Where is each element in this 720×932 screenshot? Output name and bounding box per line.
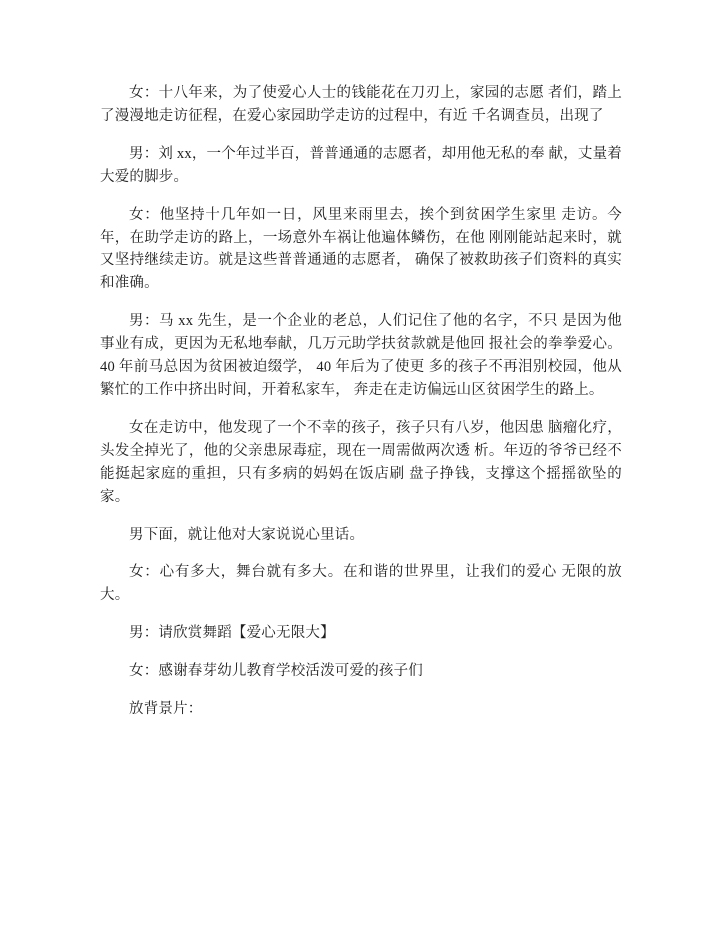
paragraph: 女在走访中，他发现了一个不幸的孩子，孩子只有八岁，他因患 脑瘤化疗，头发全掉光了，他的父亲患尿毒症，现在一周需做两次透 析。年迈的爷爷已经不能挺起家庭的重担，只有多病的妈妈在饭店刷 盘子挣钱，支撑这个摇摇欲坠的家。: [100, 419, 622, 505]
paragraph: 女：感谢春芽幼儿教育学校活泼可爱的孩子们: [129, 663, 423, 680]
paragraph: 男下面，就让他对大家说说心里话。: [129, 526, 365, 543]
paragraph: 放背景片：: [129, 701, 203, 718]
paragraph: 男：刘 xx，一个年过半百，普普通通的志愿者，却用他无私的奉 献，丈量着大爱的脚步。: [100, 145, 622, 185]
document-body: [100, 82, 622, 736]
paragraph: 男：马 xx 先生，是一个企业的老总，人们记住了他的名字，不只 是因为他事业有成，更因为无私地奉献，几万元助学扶贫款就是他回 报社会的拳拳爱心。 40 年前马总因为贫困被迫缀学， 40 年后为了使更 多的孩子不再泪别校园，他从繁忙的工作中挤出时间，开着私家车， 奔走在走访偏远山区贫困学生的路上。: [100, 313, 622, 398]
paragraph: 女：他坚持十几年如一日，风里来雨里去，挨个到贫困学生家里 走访。今年，在助学走访的路上，一场意外车祸让他遍体鳞伤，在他 刚刚能站起来时，就又坚持继续走访。就是这些普普通通的志愿者， 确保了被救助孩子们资料的真实和准确。: [100, 206, 622, 292]
paragraph: 男：请欣赏舞蹈【爱心无限大】: [129, 625, 335, 642]
paragraph: 女：十八年来，为了使爱心人士的钱能花在刀刃上，家园的志愿 者们，踏上了漫漫地走访征程，在爱心家园助学走访的过程中，有近 千名调查员，出现了: [100, 85, 622, 124]
paragraph: 女：心有多大，舞台就有多大。在和谐的世界里，让我们的爱心 无限的放大。: [100, 564, 622, 604]
